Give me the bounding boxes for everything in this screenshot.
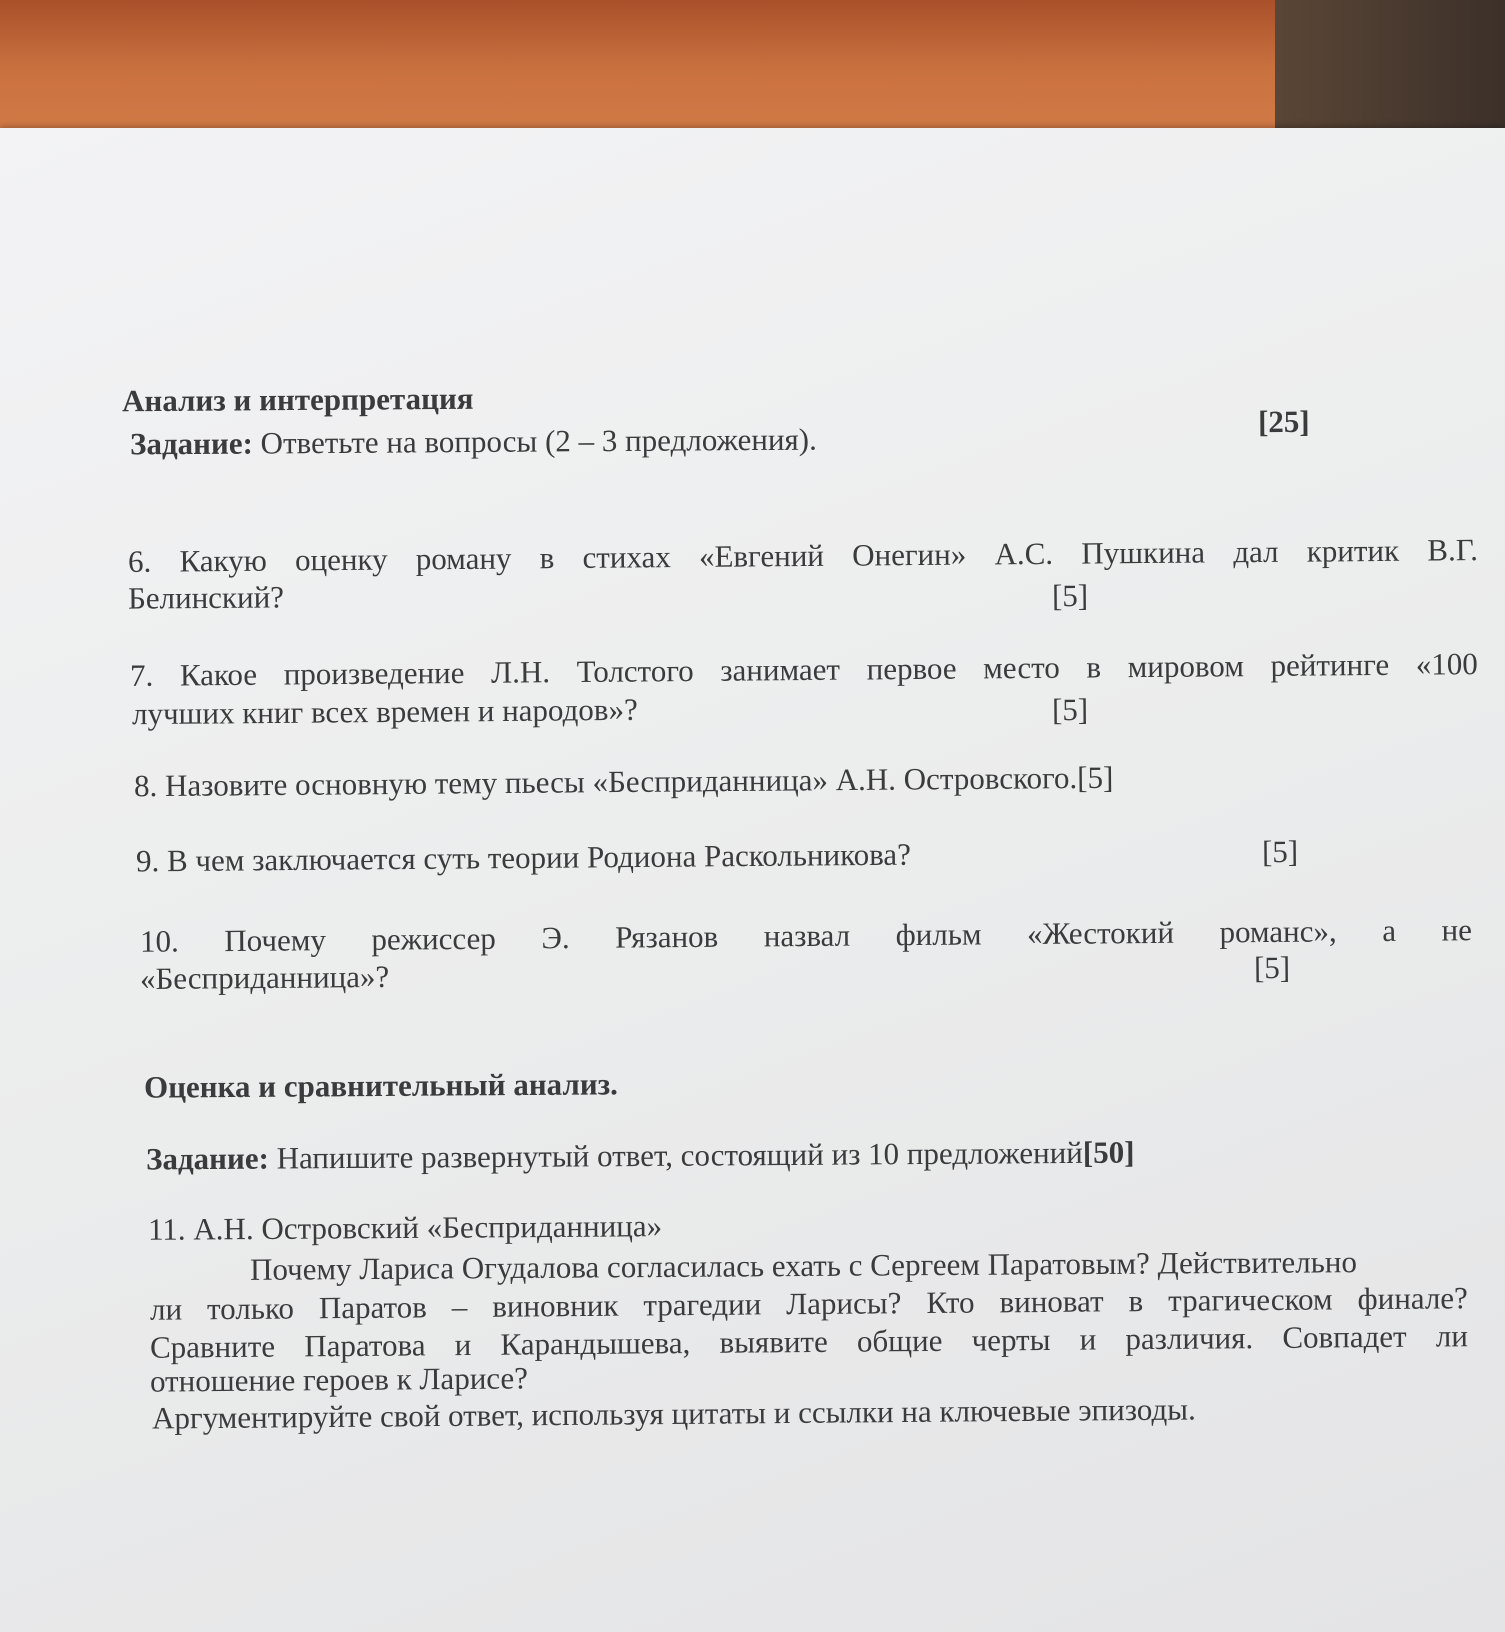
question-10-word: романс», xyxy=(1219,913,1337,950)
question-6-points: [5] xyxy=(1051,577,1089,614)
question-7-word: мировом xyxy=(1127,648,1245,685)
question-11-line2-word: виновник xyxy=(492,1287,619,1324)
question-6-word: Онегин» xyxy=(851,536,967,573)
question-6-word: дал xyxy=(1233,533,1279,570)
section1-heading: Анализ и интерпретация xyxy=(121,380,474,419)
question-6-word: в xyxy=(539,540,555,576)
question-10-line2: «Бесприданница»? xyxy=(139,958,390,997)
section2-heading: Оценка и сравнительный анализ. xyxy=(143,1066,618,1105)
question-11-line2-word: только xyxy=(206,1290,295,1327)
section1-points: [25] xyxy=(1257,403,1310,440)
question-10-word: 10. xyxy=(139,923,179,959)
question-11-line3-word: выявите xyxy=(719,1323,828,1360)
question-11-title: 11. А.Н. Островский «Бесприданница» xyxy=(147,1208,663,1247)
question-11-line2-word: трагическом xyxy=(1168,1281,1333,1318)
question-6-word: критик xyxy=(1306,532,1400,569)
question-7-word: Какое xyxy=(179,656,258,693)
question-11-line2-word: – xyxy=(451,1288,468,1325)
question-11-line3-word: Паратова xyxy=(304,1327,426,1364)
question-11-line2-word: финале? xyxy=(1357,1280,1468,1317)
question-10-word: режиссер xyxy=(371,920,497,957)
question-11-line2-word: виноват xyxy=(999,1283,1104,1320)
question-11-line2-word: в xyxy=(1128,1283,1144,1319)
question-8 xyxy=(134,760,1114,805)
question-7-word: место xyxy=(983,649,1060,686)
question-6-word: стихах xyxy=(582,539,671,575)
question-11-line3-word: и xyxy=(454,1326,472,1363)
question-7-word: «100 xyxy=(1415,646,1478,682)
question-10-word: Почему xyxy=(224,922,327,959)
question-10-points: [5] xyxy=(1253,949,1291,986)
question-11-line2-word: Ларисы? xyxy=(786,1285,902,1322)
question-11-line3-word: различия. xyxy=(1125,1320,1254,1357)
section1-task-text: Ответьте на вопросы (2 – 3 предложения). xyxy=(260,421,817,461)
paper-sheet xyxy=(0,128,1505,1632)
question-7-line2: лучших книг всех времен и народов»? xyxy=(131,691,638,732)
question-7-word: Л.Н. xyxy=(490,654,551,690)
question-6-word: 6. xyxy=(127,543,152,579)
question-7-word: в xyxy=(1086,649,1102,685)
question-7-word: рейтинге xyxy=(1270,646,1390,683)
question-10-word: назвал xyxy=(763,917,851,954)
question-11-line2-word: Кто xyxy=(926,1284,975,1320)
question-11-line3-word: Совпадет xyxy=(1282,1318,1407,1355)
question-8-text: 8. Назовите основную тему пьесы «Бесприданница» А.Н. Островского. xyxy=(133,760,1078,804)
question-11-line4: отношение героев к Ларисе? xyxy=(149,1360,529,1399)
question-11-line2-word: трагедии xyxy=(643,1286,762,1323)
question-10-word: фильм xyxy=(895,916,982,953)
question-11-line3-word: общие xyxy=(856,1322,943,1359)
question-7-word: первое xyxy=(866,650,957,687)
question-11-line3-word: Карандышева, xyxy=(500,1325,691,1362)
question-11-line1: Почему Лариса Огудалова согласилась ехать с Сергеем Паратовым? Действительно xyxy=(249,1244,1358,1287)
section2-task-text: Напишите развернутый ответ, состоящий из 10 предложений xyxy=(276,1134,1083,1176)
section2-task xyxy=(146,1135,1135,1178)
section2-points: [50] xyxy=(1082,1134,1135,1170)
question-7-line1 xyxy=(130,646,1478,694)
question-7-word: Толстого xyxy=(576,652,694,689)
section2-task-label: Задание: xyxy=(145,1140,269,1177)
question-10-word: «Жестокий xyxy=(1026,914,1175,952)
section1-task xyxy=(130,422,817,463)
question-6-word: оценку xyxy=(294,541,388,578)
question-11-line2-word: ли xyxy=(149,1291,183,1327)
question-10-word: не xyxy=(1441,912,1473,948)
question-9-points: [5] xyxy=(1261,833,1299,870)
question-6-word: «Евгений xyxy=(698,537,825,574)
question-6-word: В.Г. xyxy=(1427,532,1479,568)
question-10-word: Э. xyxy=(541,920,570,956)
question-6-word: роману xyxy=(415,540,512,577)
question-11-line5: Аргументируйте свой ответ, используя цитаты и ссылки на ключевые эпизоды. xyxy=(151,1391,1196,1436)
question-11-line3-word: ли xyxy=(1435,1318,1469,1354)
question-6-word: Пушкина xyxy=(1081,534,1206,571)
question-11-line3-word: Сравните xyxy=(149,1328,276,1365)
question-7-word: 7. xyxy=(129,657,154,693)
question-7-word: занимает xyxy=(720,651,841,688)
question-9-text: 9. В чем заключается суть теории Родиона Раскольникова? xyxy=(135,836,912,879)
question-11-line3-word: черты xyxy=(971,1321,1051,1358)
question-6-line2: Белинский? xyxy=(127,579,285,616)
question-6-line1 xyxy=(128,532,1478,580)
question-6-word: Какую xyxy=(179,542,267,579)
question-10-word: Рязанов xyxy=(615,918,719,955)
question-7-points: [5] xyxy=(1051,691,1089,728)
section1-task-label: Задание: xyxy=(129,425,253,462)
question-11-line3-word: и xyxy=(1079,1321,1097,1357)
question-7-word: произведение xyxy=(283,654,465,692)
question-6-word: А.С. xyxy=(994,535,1054,572)
question-11-line2-word: Паратов xyxy=(318,1289,427,1326)
question-10-word: а xyxy=(1382,912,1397,948)
question-8-points: [5] xyxy=(1077,759,1114,796)
